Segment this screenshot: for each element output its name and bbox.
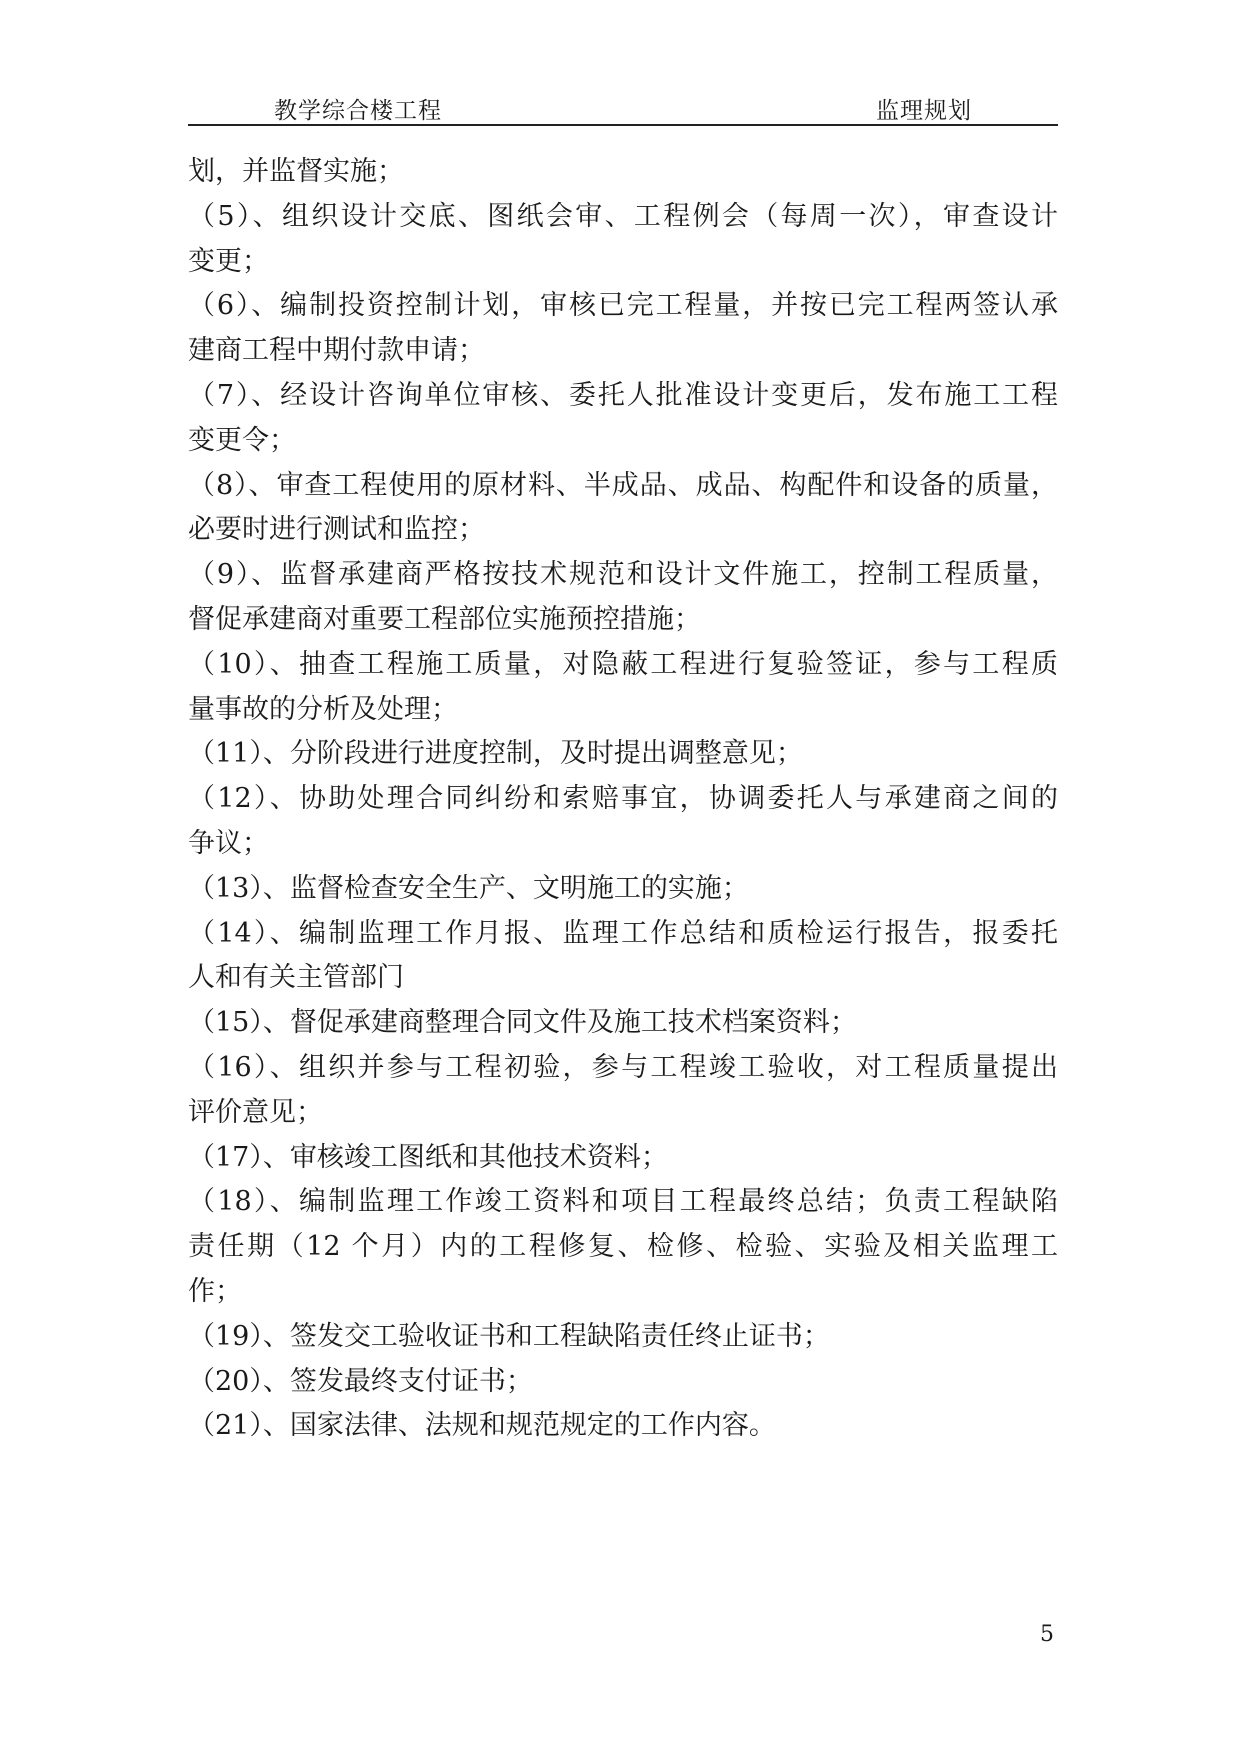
text-line: 量事故的分析及处理； [188, 693, 458, 725]
text-line: （20）、签发最终支付证书； [188, 1365, 533, 1397]
text-line: （6）、编制投资控制计划，审核已完工程量，并按已完工程两签认承 [188, 290, 1058, 322]
text-line: 建商工程中期付款申请； [188, 335, 485, 367]
text-line: （15）、督促承建商整理合同文件及施工技术档案资料； [188, 1007, 857, 1039]
text-line: （19）、签发交工验收证书和工程缺陷责任终止证书； [188, 1320, 830, 1352]
text-line: 作； [188, 1275, 242, 1307]
text-line: （7）、经设计咨询单位审核、委托人批准设计变更后，发布施工工程 [188, 379, 1058, 411]
text-line: （17）、审核竣工图纸和其他技术资料； [188, 1141, 668, 1173]
text-line: 必要时进行测试和监控； [188, 514, 485, 546]
text-line: （12）、协助处理合同纠纷和索赔事宜，协调委托人与承建商之间的 [188, 783, 1058, 815]
text-line: （5）、组织设计交底、图纸会审、工程例会（每周一次），审查设计 [188, 200, 1058, 232]
page-header [188, 88, 1058, 126]
text-line: （14）、编制监理工作月报、监理工作总结和质检运行报告，报委托 [188, 917, 1058, 949]
body-text [188, 150, 1058, 1449]
text-line: 督促承建商对重要工程部位实施预控措施； [188, 603, 701, 635]
text-line: 人和有关主管部门 [188, 962, 404, 994]
text-line: 评价意见； [188, 1096, 323, 1128]
text-line: 划，并监督实施； [188, 156, 404, 187]
text-line: 变更令； [188, 424, 296, 456]
text-line: 责任期（12 个月）内的工程修复、检修、检验、实验及相关监理工 [188, 1231, 1058, 1263]
text-line: （18）、编制监理工作竣工资料和项目工程最终总结；负责工程缺陷 [188, 1186, 1058, 1218]
text-line: （8）、审查工程使用的原材料、半成品、成品、构配件和设备的质量， [188, 469, 1058, 501]
text-line: （9）、监督承建商严格按技术规范和设计文件施工，控制工程质量， [188, 559, 1058, 591]
text-line: （11）、分阶段进行进度控制，及时提出调整意见； [188, 738, 803, 770]
text-line: 变更； [188, 245, 269, 277]
text-line: （13）、监督检查安全生产、文明施工的实施； [188, 872, 749, 904]
text-line: （16）、组织并参与工程初验，参与工程竣工验收，对工程质量提出 [188, 1051, 1058, 1083]
text-line: （10）、抽查工程施工质量，对隐蔽工程进行复验签证，参与工程质 [188, 648, 1058, 680]
page-number: 5 [1040, 1622, 1054, 1647]
text-line: 争议； [188, 827, 269, 859]
text-line: （21）、国家法律、法规和规范规定的工作内容。 [188, 1410, 776, 1442]
header-document-type: 监理规划 [876, 98, 972, 124]
header-project-title: 教学综合楼工程 [274, 98, 442, 124]
